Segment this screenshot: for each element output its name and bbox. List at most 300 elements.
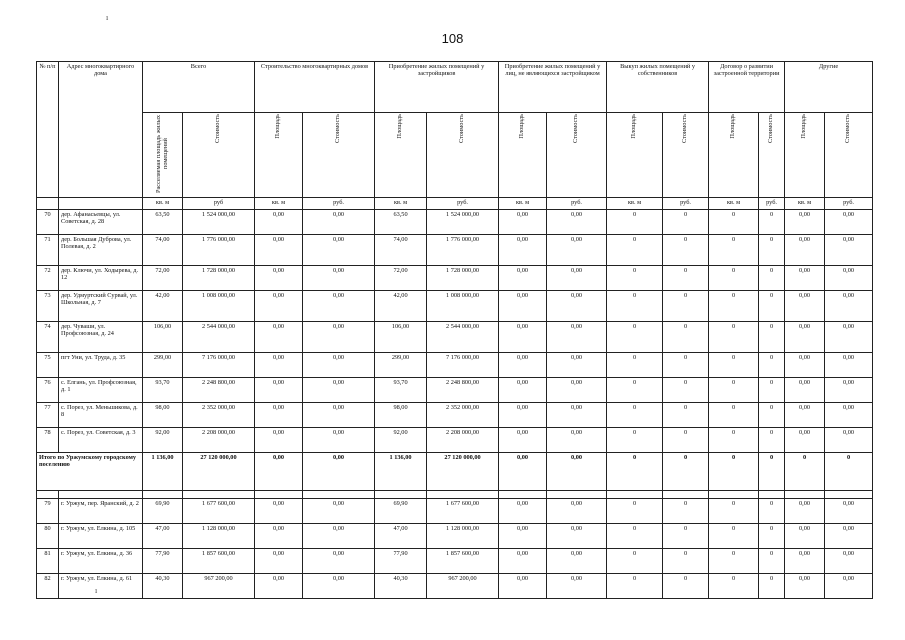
spacer-cell (303, 491, 375, 499)
row-value: 967 200,00 (427, 574, 499, 599)
row-value: 1 128 000,00 (427, 524, 499, 549)
spacer-cell (825, 491, 873, 499)
row-value: 0 (759, 524, 785, 549)
row-value: 0 (607, 403, 663, 428)
row-number: 74 (37, 322, 59, 353)
total-value: 0,00 (303, 453, 375, 491)
row-value: 0,00 (255, 499, 303, 524)
row-value: 0,00 (547, 499, 607, 524)
row-value: 0,00 (825, 524, 873, 549)
header-group: Договор о развитии застроенной территории (709, 62, 785, 113)
row-value: 0,00 (825, 266, 873, 291)
row-value: 0,00 (499, 235, 547, 266)
row-value: 1 677 600,00 (183, 499, 255, 524)
row-address: дер. Удмуртский Сурвай, ул. Школьная, д. 7 (59, 291, 143, 322)
row-value: 0,00 (255, 549, 303, 574)
table-row (37, 524, 873, 549)
row-value: 1 857 600,00 (427, 549, 499, 574)
row-value: 7 176 000,00 (183, 353, 255, 378)
subheader-cell (547, 113, 607, 198)
row-value: 0 (663, 403, 709, 428)
row-value: 299,00 (375, 353, 427, 378)
row-value: 77,90 (375, 549, 427, 574)
row-value: 0 (663, 428, 709, 453)
scan-mark: ı (95, 586, 98, 595)
row-value: 0,00 (255, 524, 303, 549)
row-value: 0 (759, 574, 785, 599)
row-value: 0,00 (547, 574, 607, 599)
row-value: 0,00 (785, 291, 825, 322)
row-value: 2 544 000,00 (427, 322, 499, 353)
row-value: 0,00 (255, 378, 303, 403)
row-value: 0,00 (825, 322, 873, 353)
spacer-row (37, 491, 873, 499)
row-value: 0 (759, 210, 785, 235)
table-row (37, 378, 873, 403)
total-value: 0 (663, 453, 709, 491)
spacer-cell (375, 491, 427, 499)
row-value: 0 (607, 322, 663, 353)
total-value: 27 120 000,00 (183, 453, 255, 491)
table-row (37, 210, 873, 235)
row-number: 70 (37, 210, 59, 235)
row-value: 0 (663, 524, 709, 549)
unit-label: руб. (825, 198, 873, 210)
row-number: 73 (37, 291, 59, 322)
row-value: 0 (709, 210, 759, 235)
row-value: 0 (607, 574, 663, 599)
row-value: 0,00 (303, 378, 375, 403)
row-value: 0 (607, 378, 663, 403)
row-value: 69,90 (143, 499, 183, 524)
row-value: 0 (709, 403, 759, 428)
row-value: 0,00 (255, 235, 303, 266)
total-value: 27 120 000,00 (427, 453, 499, 491)
row-value: 0 (607, 291, 663, 322)
row-value: 0 (759, 266, 785, 291)
subheader-area: Площадь (518, 114, 526, 139)
subheader-cost: Стоимость (458, 114, 466, 144)
row-value: 0,00 (547, 322, 607, 353)
table-row (37, 499, 873, 524)
header-group: Выкуп жилых помещений у собственников (607, 62, 709, 113)
subheader-cell (303, 113, 375, 198)
row-address: с. Елгань, ул. Профсоюзная, д. 1 (59, 378, 143, 403)
row-value: 0 (759, 378, 785, 403)
row-value: 1 776 000,00 (183, 235, 255, 266)
row-value: 0,00 (547, 291, 607, 322)
unit-label: руб (183, 198, 255, 210)
header-group: Всего (143, 62, 255, 113)
row-value: 0 (759, 499, 785, 524)
header-address: Адрес многоквартирного дома (59, 62, 143, 198)
row-value: 0,00 (255, 322, 303, 353)
row-value: 0 (663, 322, 709, 353)
row-number: 81 (37, 549, 59, 574)
row-value: 47,00 (143, 524, 183, 549)
row-value: 0 (709, 291, 759, 322)
row-value: 0 (663, 549, 709, 574)
row-value: 2 208 000,00 (183, 428, 255, 453)
row-value: 0 (709, 322, 759, 353)
row-value: 47,00 (375, 524, 427, 549)
subheader-cost: Стоимость (572, 114, 580, 144)
row-value: 0 (607, 499, 663, 524)
table-row (37, 266, 873, 291)
row-value: 2 352 000,00 (183, 403, 255, 428)
unit-label: кв. м (709, 198, 759, 210)
table-row (37, 428, 873, 453)
unit-label: руб. (427, 198, 499, 210)
unit-label: кв. м (785, 198, 825, 210)
row-value: 0 (759, 549, 785, 574)
row-value: 92,00 (375, 428, 427, 453)
units-cell (59, 198, 143, 210)
row-value: 0,00 (825, 499, 873, 524)
row-value: 0,00 (499, 549, 547, 574)
subheader-cell (825, 113, 873, 198)
spacer-cell (499, 491, 547, 499)
row-value: 0,00 (785, 403, 825, 428)
row-value: 0,00 (499, 499, 547, 524)
subheader-area: Площадь (729, 114, 737, 139)
unit-label: руб. (663, 198, 709, 210)
row-value: 0,00 (255, 353, 303, 378)
unit-label: руб. (547, 198, 607, 210)
spacer-cell (143, 491, 183, 499)
row-value: 1 776 000,00 (427, 235, 499, 266)
row-value: 0,00 (303, 549, 375, 574)
row-value: 92,00 (143, 428, 183, 453)
subheader-cell (785, 113, 825, 198)
row-value: 0 (759, 291, 785, 322)
subheader-resettled-area: Расселяемая площадь жилых помещений (154, 115, 169, 193)
row-value: 0,00 (499, 353, 547, 378)
total-value: 0 (709, 453, 759, 491)
row-value: 0,00 (547, 353, 607, 378)
subheader-area: Площадь (396, 114, 404, 139)
row-value: 0 (607, 549, 663, 574)
row-value: 0,00 (785, 266, 825, 291)
spacer-cell (183, 491, 255, 499)
subheader-cell (759, 113, 785, 198)
row-address: г. Уржум, ул. Елкина, д. 61 (59, 574, 143, 599)
row-address: с. Порез, ул. Советская, д. 3 (59, 428, 143, 453)
row-value: 0,00 (547, 549, 607, 574)
row-value: 0 (607, 210, 663, 235)
spacer-cell (59, 491, 143, 499)
row-value: 0,00 (499, 574, 547, 599)
row-value: 0,00 (825, 353, 873, 378)
units-row (37, 198, 873, 210)
row-value: 0,00 (499, 378, 547, 403)
spacer-cell (427, 491, 499, 499)
row-value: 0,00 (785, 499, 825, 524)
table-row (37, 574, 873, 599)
table-row (37, 291, 873, 322)
row-value: 1 677 600,00 (427, 499, 499, 524)
row-value: 0,00 (303, 499, 375, 524)
total-value: 0 (759, 453, 785, 491)
subheader-cell (663, 113, 709, 198)
total-label: Итого по Уржумскому городскому поселению (37, 453, 143, 491)
unit-label: кв. м (375, 198, 427, 210)
row-number: 79 (37, 499, 59, 524)
row-value: 0,00 (547, 266, 607, 291)
row-value: 1 728 000,00 (427, 266, 499, 291)
row-value: 0,00 (303, 353, 375, 378)
row-value: 0,00 (303, 235, 375, 266)
row-value: 0,00 (785, 574, 825, 599)
subheader-cell (427, 113, 499, 198)
units-cell (37, 198, 59, 210)
spacer-cell (663, 491, 709, 499)
table-row (37, 322, 873, 353)
row-value: 0 (709, 378, 759, 403)
row-value: 0 (663, 235, 709, 266)
spacer-cell (37, 491, 59, 499)
row-number: 78 (37, 428, 59, 453)
row-value: 0,00 (499, 291, 547, 322)
row-number: 76 (37, 378, 59, 403)
row-value: 0,00 (547, 403, 607, 428)
row-value: 1 008 000,00 (183, 291, 255, 322)
row-value: 1 524 000,00 (427, 210, 499, 235)
subheader-area: Площадь (630, 114, 638, 139)
subheader-cost: Стоимость (334, 114, 342, 144)
total-value: 0 (607, 453, 663, 491)
row-number: 77 (37, 403, 59, 428)
row-value: 1 857 600,00 (183, 549, 255, 574)
subheader-cell (499, 113, 547, 198)
row-value: 2 544 000,00 (183, 322, 255, 353)
table-row (37, 353, 873, 378)
row-value: 74,00 (143, 235, 183, 266)
row-value: 0 (663, 499, 709, 524)
spacer-cell (255, 491, 303, 499)
row-value: 0,00 (303, 291, 375, 322)
row-value: 40,30 (143, 574, 183, 599)
table-row (37, 235, 873, 266)
row-value: 0,00 (255, 291, 303, 322)
row-value: 0,00 (255, 210, 303, 235)
subheader-area: Площадь (800, 114, 808, 139)
row-value: 0,00 (825, 378, 873, 403)
row-value: 0,00 (499, 428, 547, 453)
header-group: Строительство многоквартирных домов (255, 62, 375, 113)
total-value: 1 136,00 (143, 453, 183, 491)
spacer-cell (709, 491, 759, 499)
row-value: 1 008 000,00 (427, 291, 499, 322)
row-value: 0 (709, 524, 759, 549)
row-value: 0 (663, 574, 709, 599)
row-value: 0 (709, 235, 759, 266)
row-address: г. Уржум, ул. Елкина, д. 105 (59, 524, 143, 549)
row-value: 0,00 (825, 235, 873, 266)
row-number: 71 (37, 235, 59, 266)
row-value: 299,00 (143, 353, 183, 378)
subheader-row (37, 113, 873, 198)
row-value: 2 352 000,00 (427, 403, 499, 428)
row-value: 0,00 (785, 549, 825, 574)
row-value: 1 128 000,00 (183, 524, 255, 549)
unit-label: руб. (759, 198, 785, 210)
row-value: 0,00 (825, 291, 873, 322)
row-value: 98,00 (375, 403, 427, 428)
subheader-cell (183, 113, 255, 198)
row-address: дер. Афанасьевцы, ул. Советская, д. 28 (59, 210, 143, 235)
row-value: 0 (709, 499, 759, 524)
row-value: 0 (663, 291, 709, 322)
row-value: 1 524 000,00 (183, 210, 255, 235)
row-value: 0,00 (785, 378, 825, 403)
row-value: 63,50 (143, 210, 183, 235)
row-value: 0,00 (303, 524, 375, 549)
row-value: 0 (663, 266, 709, 291)
row-value: 0,00 (785, 210, 825, 235)
row-value: 0,00 (255, 266, 303, 291)
row-value: 0 (607, 428, 663, 453)
row-value: 0,00 (547, 524, 607, 549)
row-value: 74,00 (375, 235, 427, 266)
scan-mark: ı (106, 13, 109, 22)
row-value: 0,00 (499, 210, 547, 235)
row-value: 0,00 (499, 524, 547, 549)
row-value: 93,70 (375, 378, 427, 403)
total-value: 0,00 (255, 453, 303, 491)
row-value: 93,70 (143, 378, 183, 403)
row-value: 0 (759, 428, 785, 453)
total-value: 0 (785, 453, 825, 491)
row-value: 7 176 000,00 (427, 353, 499, 378)
row-number: 72 (37, 266, 59, 291)
row-value: 0,00 (547, 210, 607, 235)
header-group: Приобретение жилых помещений у застройщиков (375, 62, 499, 113)
row-value: 0 (759, 353, 785, 378)
row-value: 0,00 (547, 235, 607, 266)
row-value: 0,00 (303, 574, 375, 599)
row-value: 69,90 (375, 499, 427, 524)
row-value: 967 200,00 (183, 574, 255, 599)
table-row (37, 403, 873, 428)
row-address: г. Уржум, ул. Елкина, д. 36 (59, 549, 143, 574)
row-value: 0,00 (303, 322, 375, 353)
row-value: 0,00 (785, 235, 825, 266)
row-value: 0,00 (785, 353, 825, 378)
row-address: дер. Большая Дуброва, ул. Полевая, д. 2 (59, 235, 143, 266)
row-value: 0 (663, 210, 709, 235)
row-value: 0,00 (255, 403, 303, 428)
row-value: 42,00 (143, 291, 183, 322)
subheader-cost: Стоимость (844, 114, 852, 144)
unit-label: кв. м (143, 198, 183, 210)
row-value: 0,00 (303, 428, 375, 453)
total-value: 1 136,00 (375, 453, 427, 491)
subheader-cell (143, 113, 183, 198)
total-value: 0,00 (547, 453, 607, 491)
subheader-cost: Стоимость (767, 114, 775, 144)
row-address: дер. Чуваши, ул. Профсоюзная, д. 24 (59, 322, 143, 353)
row-value: 0 (759, 235, 785, 266)
header-row (37, 62, 873, 113)
row-value: 0,00 (785, 524, 825, 549)
subheader-cell (607, 113, 663, 198)
row-value: 0,00 (547, 378, 607, 403)
row-value: 1 728 000,00 (183, 266, 255, 291)
unit-label: кв. м (255, 198, 303, 210)
row-value: 2 248 800,00 (183, 378, 255, 403)
page-number: 108 (441, 31, 464, 46)
total-row (37, 453, 873, 491)
row-value: 98,00 (143, 403, 183, 428)
unit-label: кв. м (499, 198, 547, 210)
row-value: 0 (709, 353, 759, 378)
row-value: 0 (607, 235, 663, 266)
row-value: 0,00 (255, 574, 303, 599)
table-row (37, 549, 873, 574)
row-value: 0 (759, 322, 785, 353)
row-address: с. Порез, ул. Меньшикова, д. 8 (59, 403, 143, 428)
row-value: 2 248 800,00 (427, 378, 499, 403)
row-value: 0,00 (547, 428, 607, 453)
row-address: г. Уржум, пер. Яранский, д. 2 (59, 499, 143, 524)
row-value: 0,00 (825, 574, 873, 599)
total-value: 0,00 (499, 453, 547, 491)
subheader-cell (709, 113, 759, 198)
row-value: 0,00 (825, 549, 873, 574)
row-value: 0 (759, 403, 785, 428)
row-value: 0,00 (825, 210, 873, 235)
row-value: 42,00 (375, 291, 427, 322)
header-num: № п/п (37, 62, 59, 198)
row-value: 0,00 (785, 322, 825, 353)
row-value: 106,00 (375, 322, 427, 353)
row-value: 0 (709, 549, 759, 574)
row-address: дер. Ключи, ул. Ходырева, д. 12 (59, 266, 143, 291)
row-value: 0,00 (825, 403, 873, 428)
row-value: 77,90 (143, 549, 183, 574)
row-value: 0,00 (499, 266, 547, 291)
unit-label: кв. м (607, 198, 663, 210)
row-value: 0,00 (499, 403, 547, 428)
row-value: 0 (607, 353, 663, 378)
row-number: 82 (37, 574, 59, 599)
row-value: 0 (607, 524, 663, 549)
spacer-cell (759, 491, 785, 499)
subheader-cost: Стоимость (214, 114, 222, 144)
row-value: 0,00 (303, 266, 375, 291)
row-value: 0,00 (785, 428, 825, 453)
row-value: 0,00 (499, 322, 547, 353)
row-value: 63,50 (375, 210, 427, 235)
row-value: 0,00 (303, 403, 375, 428)
unit-label: руб. (303, 198, 375, 210)
row-value: 0,00 (255, 428, 303, 453)
subheader-area: Площадь (274, 114, 282, 139)
row-value: 0 (709, 266, 759, 291)
housing-table (36, 61, 873, 599)
row-value: 72,00 (375, 266, 427, 291)
row-value: 106,00 (143, 322, 183, 353)
row-number: 75 (37, 353, 59, 378)
subheader-cost: Стоимость (681, 114, 689, 144)
row-value: 0 (709, 574, 759, 599)
total-value: 0 (825, 453, 873, 491)
header-group: Приобретение жилых помещений у лиц, не являющихся застройщиком (499, 62, 607, 113)
row-value: 0,00 (825, 428, 873, 453)
row-value: 0 (709, 428, 759, 453)
row-value: 0 (663, 378, 709, 403)
